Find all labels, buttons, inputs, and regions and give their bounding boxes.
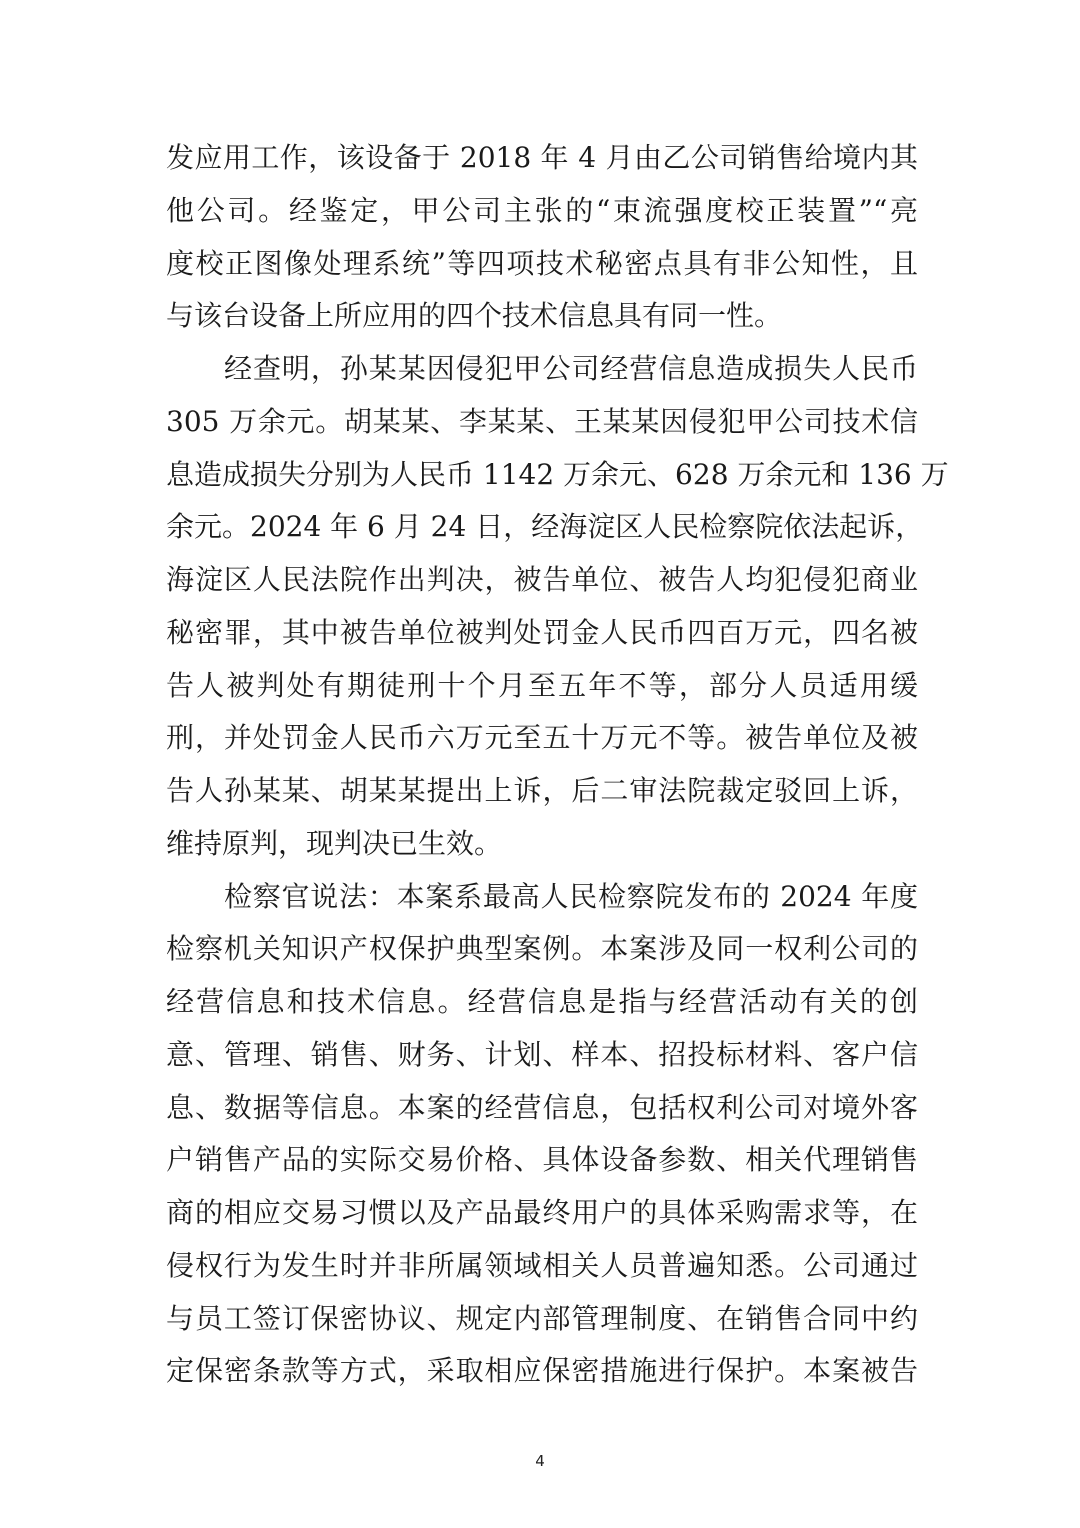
page-number: 4 (535, 1452, 545, 1470)
text-line: 经查明，孙某某因侵犯甲公司经营信息造成损失人民币 (224, 352, 918, 385)
text-line: 检察机关知识产权保护典型案例。本案涉及同一权利公司的 (166, 932, 918, 966)
text-line: 户销售产品的实际交易价格、具体设备参数、相关代理销售 (166, 1143, 918, 1177)
text-line: 息造成损失分别为人民币 1142 万余元、628 万余元和 136 万 (166, 457, 949, 491)
text-line: 305 万余元。胡某某、李某某、王某某因侵犯甲公司技术信 (166, 404, 918, 438)
text-line: 告人被判处有期徒刑十个月至五年不等，部分人员适用缓 (166, 668, 918, 702)
text-line: 商的相应交易习惯以及产品最终用户的具体采购需求等，在 (166, 1196, 918, 1229)
text-line: 与该台设备上所应用的四个技术信息具有同一性。 (166, 299, 783, 333)
text-line: 息、数据等信息。本案的经营信息，包括权利公司对境外客 (166, 1090, 918, 1124)
text-line: 定保密条款等方式，采取相应保密措施进行保护。本案被告 (166, 1354, 918, 1388)
text-line: 余元。2024 年 6 月 24 日，经海淀区人民检察院依法起诉， (166, 510, 924, 544)
text-line: 发应用工作，该设备于 2018 年 4 月由乙公司销售给境内其 (166, 141, 918, 174)
text-line: 侵权行为发生时并非所属领域相关人员普遍知悉。公司通过 (166, 1248, 918, 1282)
text-line: 检察官说法：本案系最高人民检察院发布的 2024 年度 (224, 879, 918, 913)
text-line: 海淀区人民法院作出判决，被告单位、被告人均犯侵犯商业 (166, 563, 918, 596)
text-line: 他公司。经鉴定，甲公司主张的“束流强度校正装置”“亮 (166, 193, 918, 227)
text-line: 度校正图像处理系统”等四项技术秘密点具有非公知性，且 (166, 246, 918, 280)
text-line: 与员工签订保密协议、规定内部管理制度、在销售合同中约 (166, 1301, 918, 1335)
text-line: 经营信息和技术信息。经营信息是指与经营活动有关的创 (166, 985, 918, 1018)
body-text (166, 132, 949, 1398)
text-line: 秘密罪，其中被告单位被判处罚金人民币四百万元，四名被 (166, 615, 918, 649)
text-line: 刑，并处罚金人民币六万元至五十万元不等。被告单位及被 (166, 721, 918, 755)
text-line: 维持原判，现判决已生效。 (166, 826, 503, 860)
text-line: 意、管理、销售、财务、计划、样本、招投标材料、客户信 (166, 1037, 918, 1071)
text-line: 告人孙某某、胡某某提出上诉，后二审法院裁定驳回上诉， (166, 774, 918, 807)
